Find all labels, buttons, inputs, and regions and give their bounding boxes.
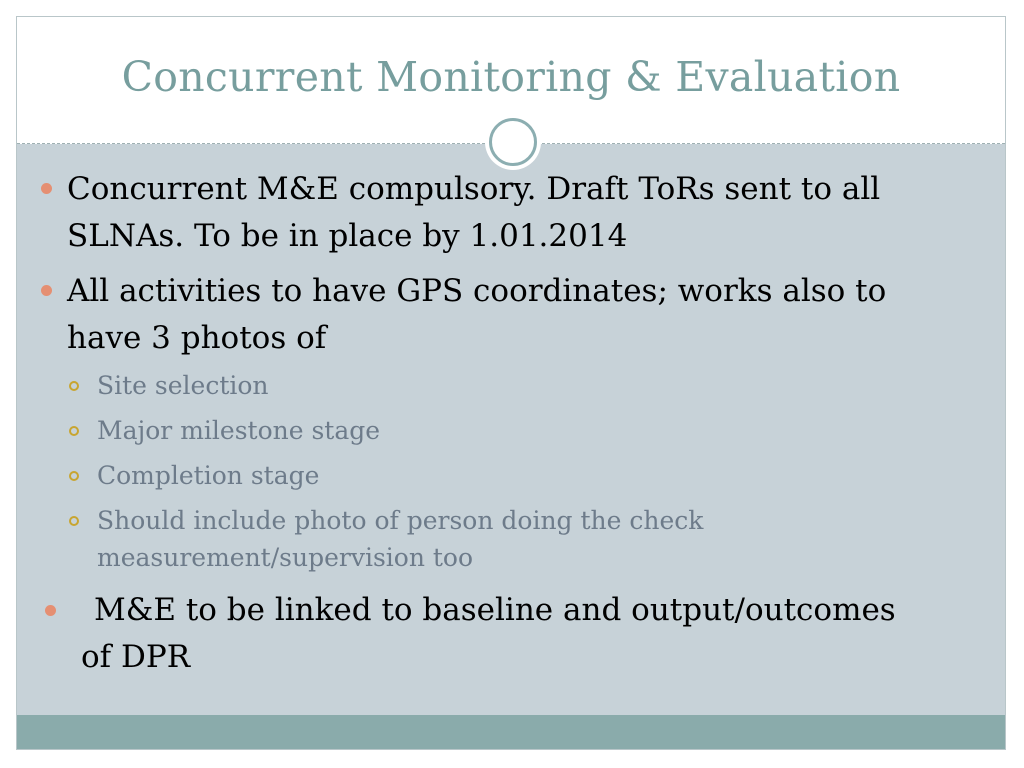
bullet-dot-icon bbox=[45, 605, 56, 616]
circle-ornament-icon bbox=[489, 118, 537, 166]
bullet-3-line-1: M&E to be linked to baseline and output/outcomes bbox=[94, 592, 896, 628]
subbullet-3: Completion stage bbox=[97, 461, 320, 490]
slide bbox=[16, 16, 1006, 750]
bullet-3-line-2: of DPR bbox=[81, 639, 191, 675]
title-divider-ornament bbox=[485, 114, 541, 170]
bullet-1-line-2: SLNAs. To be in place by 1.01.2014 bbox=[67, 218, 628, 254]
slide-title: Concurrent Monitoring & Evaluation bbox=[121, 53, 901, 101]
subbullet-ring-icon bbox=[69, 516, 79, 526]
footer-bar bbox=[17, 715, 1005, 750]
subbullet-2: Major milestone stage bbox=[97, 416, 381, 445]
subbullet-ring-icon bbox=[69, 471, 79, 481]
subbullet-1: Site selection bbox=[97, 371, 269, 400]
bullet-2-line-2: have 3 photos of bbox=[67, 320, 327, 356]
subbullet-ring-icon bbox=[69, 381, 79, 391]
subbullet-ring-icon bbox=[69, 426, 79, 436]
subbullet-4-line-2: measurement/supervision too bbox=[97, 543, 474, 572]
bullet-1-line-1: Concurrent M&E compulsory. Draft ToRs sent to all bbox=[67, 171, 881, 207]
bullet-dot-icon bbox=[41, 183, 52, 194]
subbullet-4-line-1: Should include photo of person doing the check bbox=[97, 506, 704, 535]
bullet-2-line-1: All activities to have GPS coordinates; works also to bbox=[67, 273, 887, 309]
bullet-dot-icon bbox=[41, 285, 52, 296]
